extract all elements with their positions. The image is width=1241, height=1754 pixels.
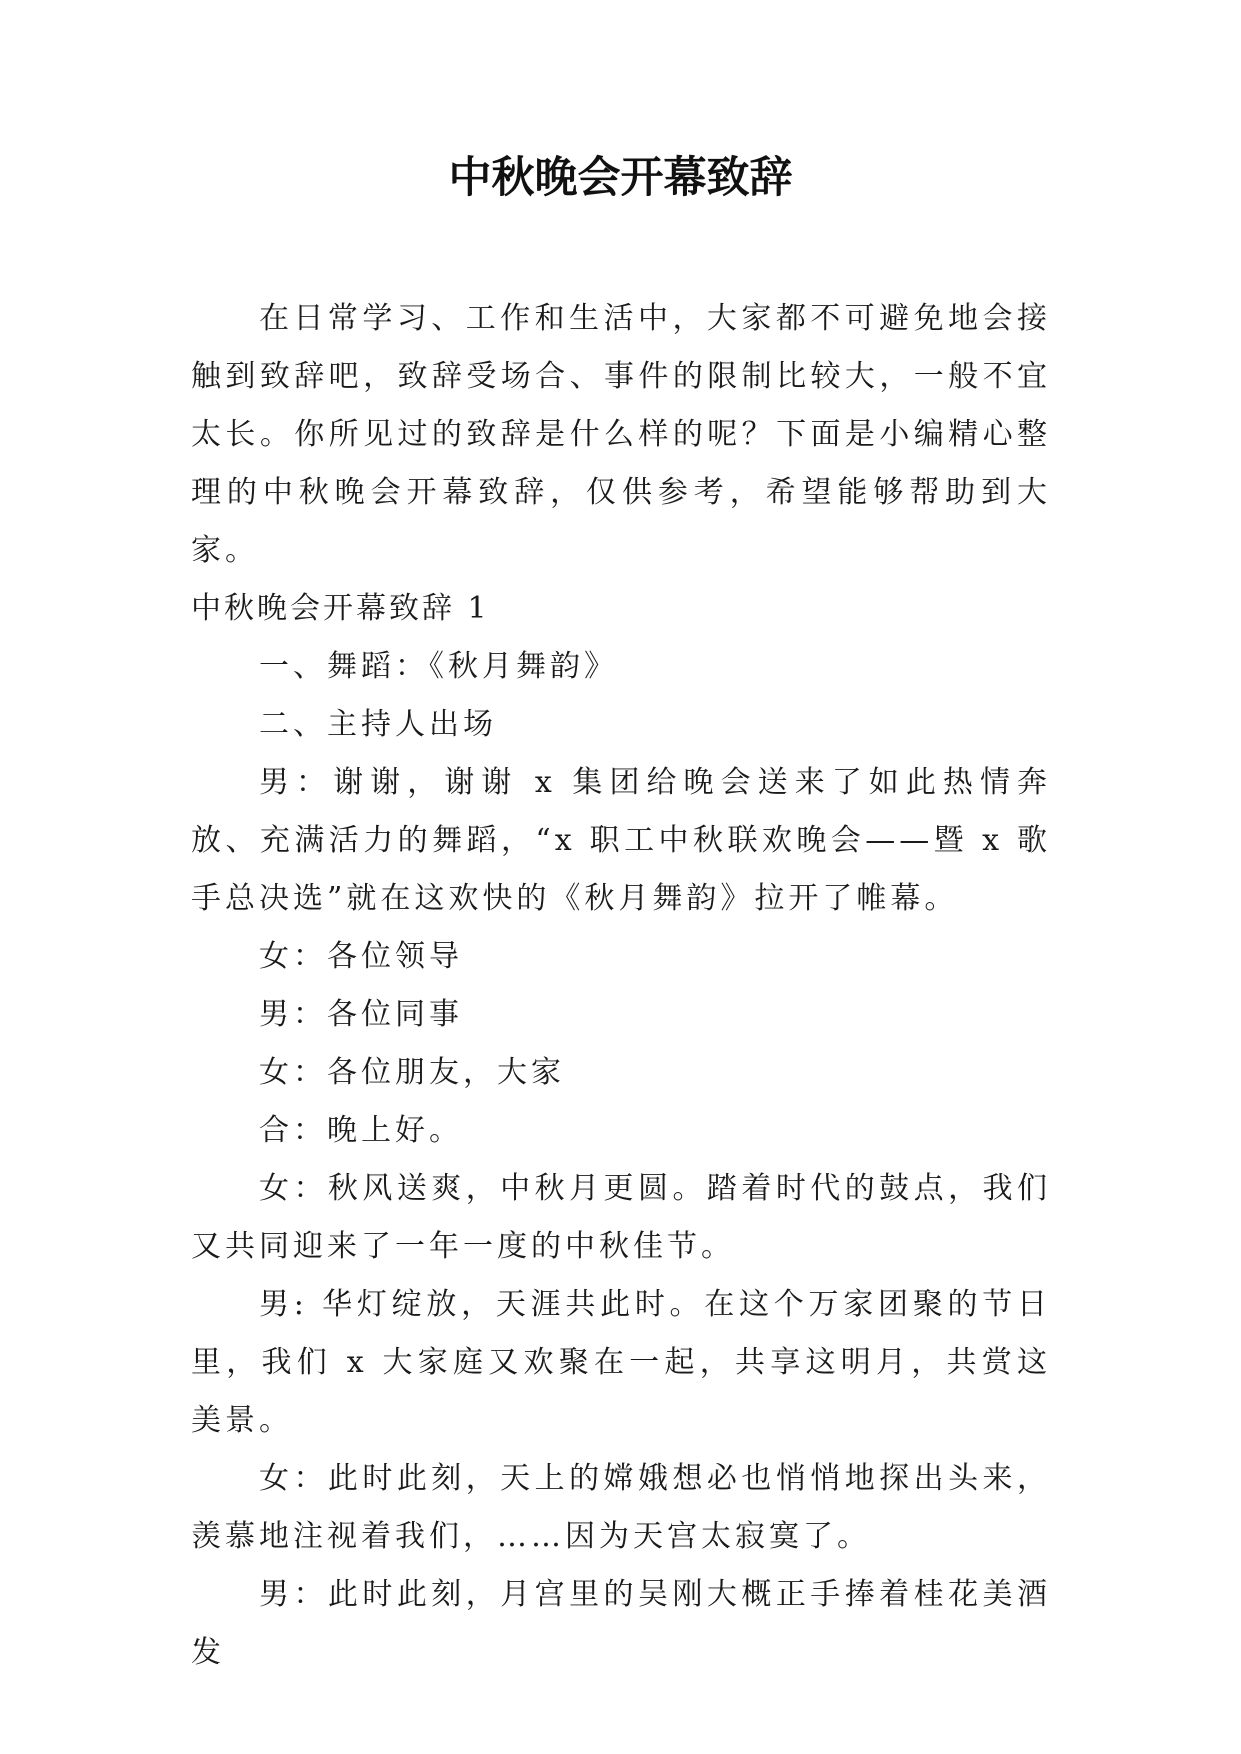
body-paragraph: 女：各位领导 [259, 939, 463, 974]
section-heading: 中秋晚会开幕致辞 1 [191, 591, 490, 626]
body-paragraph: 女：秋风送爽，中秋月更圆。踏着时代的鼓点，我们又共同迎来了一年一度的中秋佳节。 [191, 1171, 1051, 1264]
body-paragraph: 男：此时此刻，月宫里的吴刚大概正手捧着桂花美酒发 [191, 1577, 1051, 1670]
body-paragraph: 男：谢谢，谢谢 x 集团给晚会送来了如此热情奔放、充满活力的舞蹈，“x 职工中秋联欢晚会——暨 x 歌手总决选”就在这欢快的《秋月舞韵》拉开了帷幕。 [191, 765, 1051, 916]
body-paragraph: 二、主持人出场 [259, 707, 497, 742]
document-title: 中秋晚会开幕致辞 [448, 153, 793, 203]
body-paragraph: 女：各位朋友，大家 [259, 1055, 565, 1090]
body-paragraph: 男: 华灯绽放，天涯共此时。在这个万家团聚的节日里，我们 x 大家庭又欢聚在一起，共享这明月，共赏这美景。 [191, 1287, 1051, 1438]
document-body [191, 638, 1051, 1682]
body-paragraph: 女：此时此刻，天上的嫦娥想必也悄悄地探出头来，羡慕地注视着我们，……因为天宫太寂寞了。 [191, 1461, 1051, 1554]
body-paragraph: 合：晚上好。 [259, 1113, 463, 1148]
body-paragraph: 一、舞蹈：《秋月舞韵》 [259, 649, 618, 684]
body-paragraph: 男：各位同事 [259, 997, 463, 1032]
intro-paragraph: 在日常学习、工作和生活中，大家都不可避免地会接触到致辞吧，致辞受场合、事件的限制比较大，一般不宜太长。你所见过的致辞是什么样的呢？下面是小编精心整理的中秋晚会开幕致辞，仅供参考，希望能够帮助到大家。 [191, 301, 1051, 568]
